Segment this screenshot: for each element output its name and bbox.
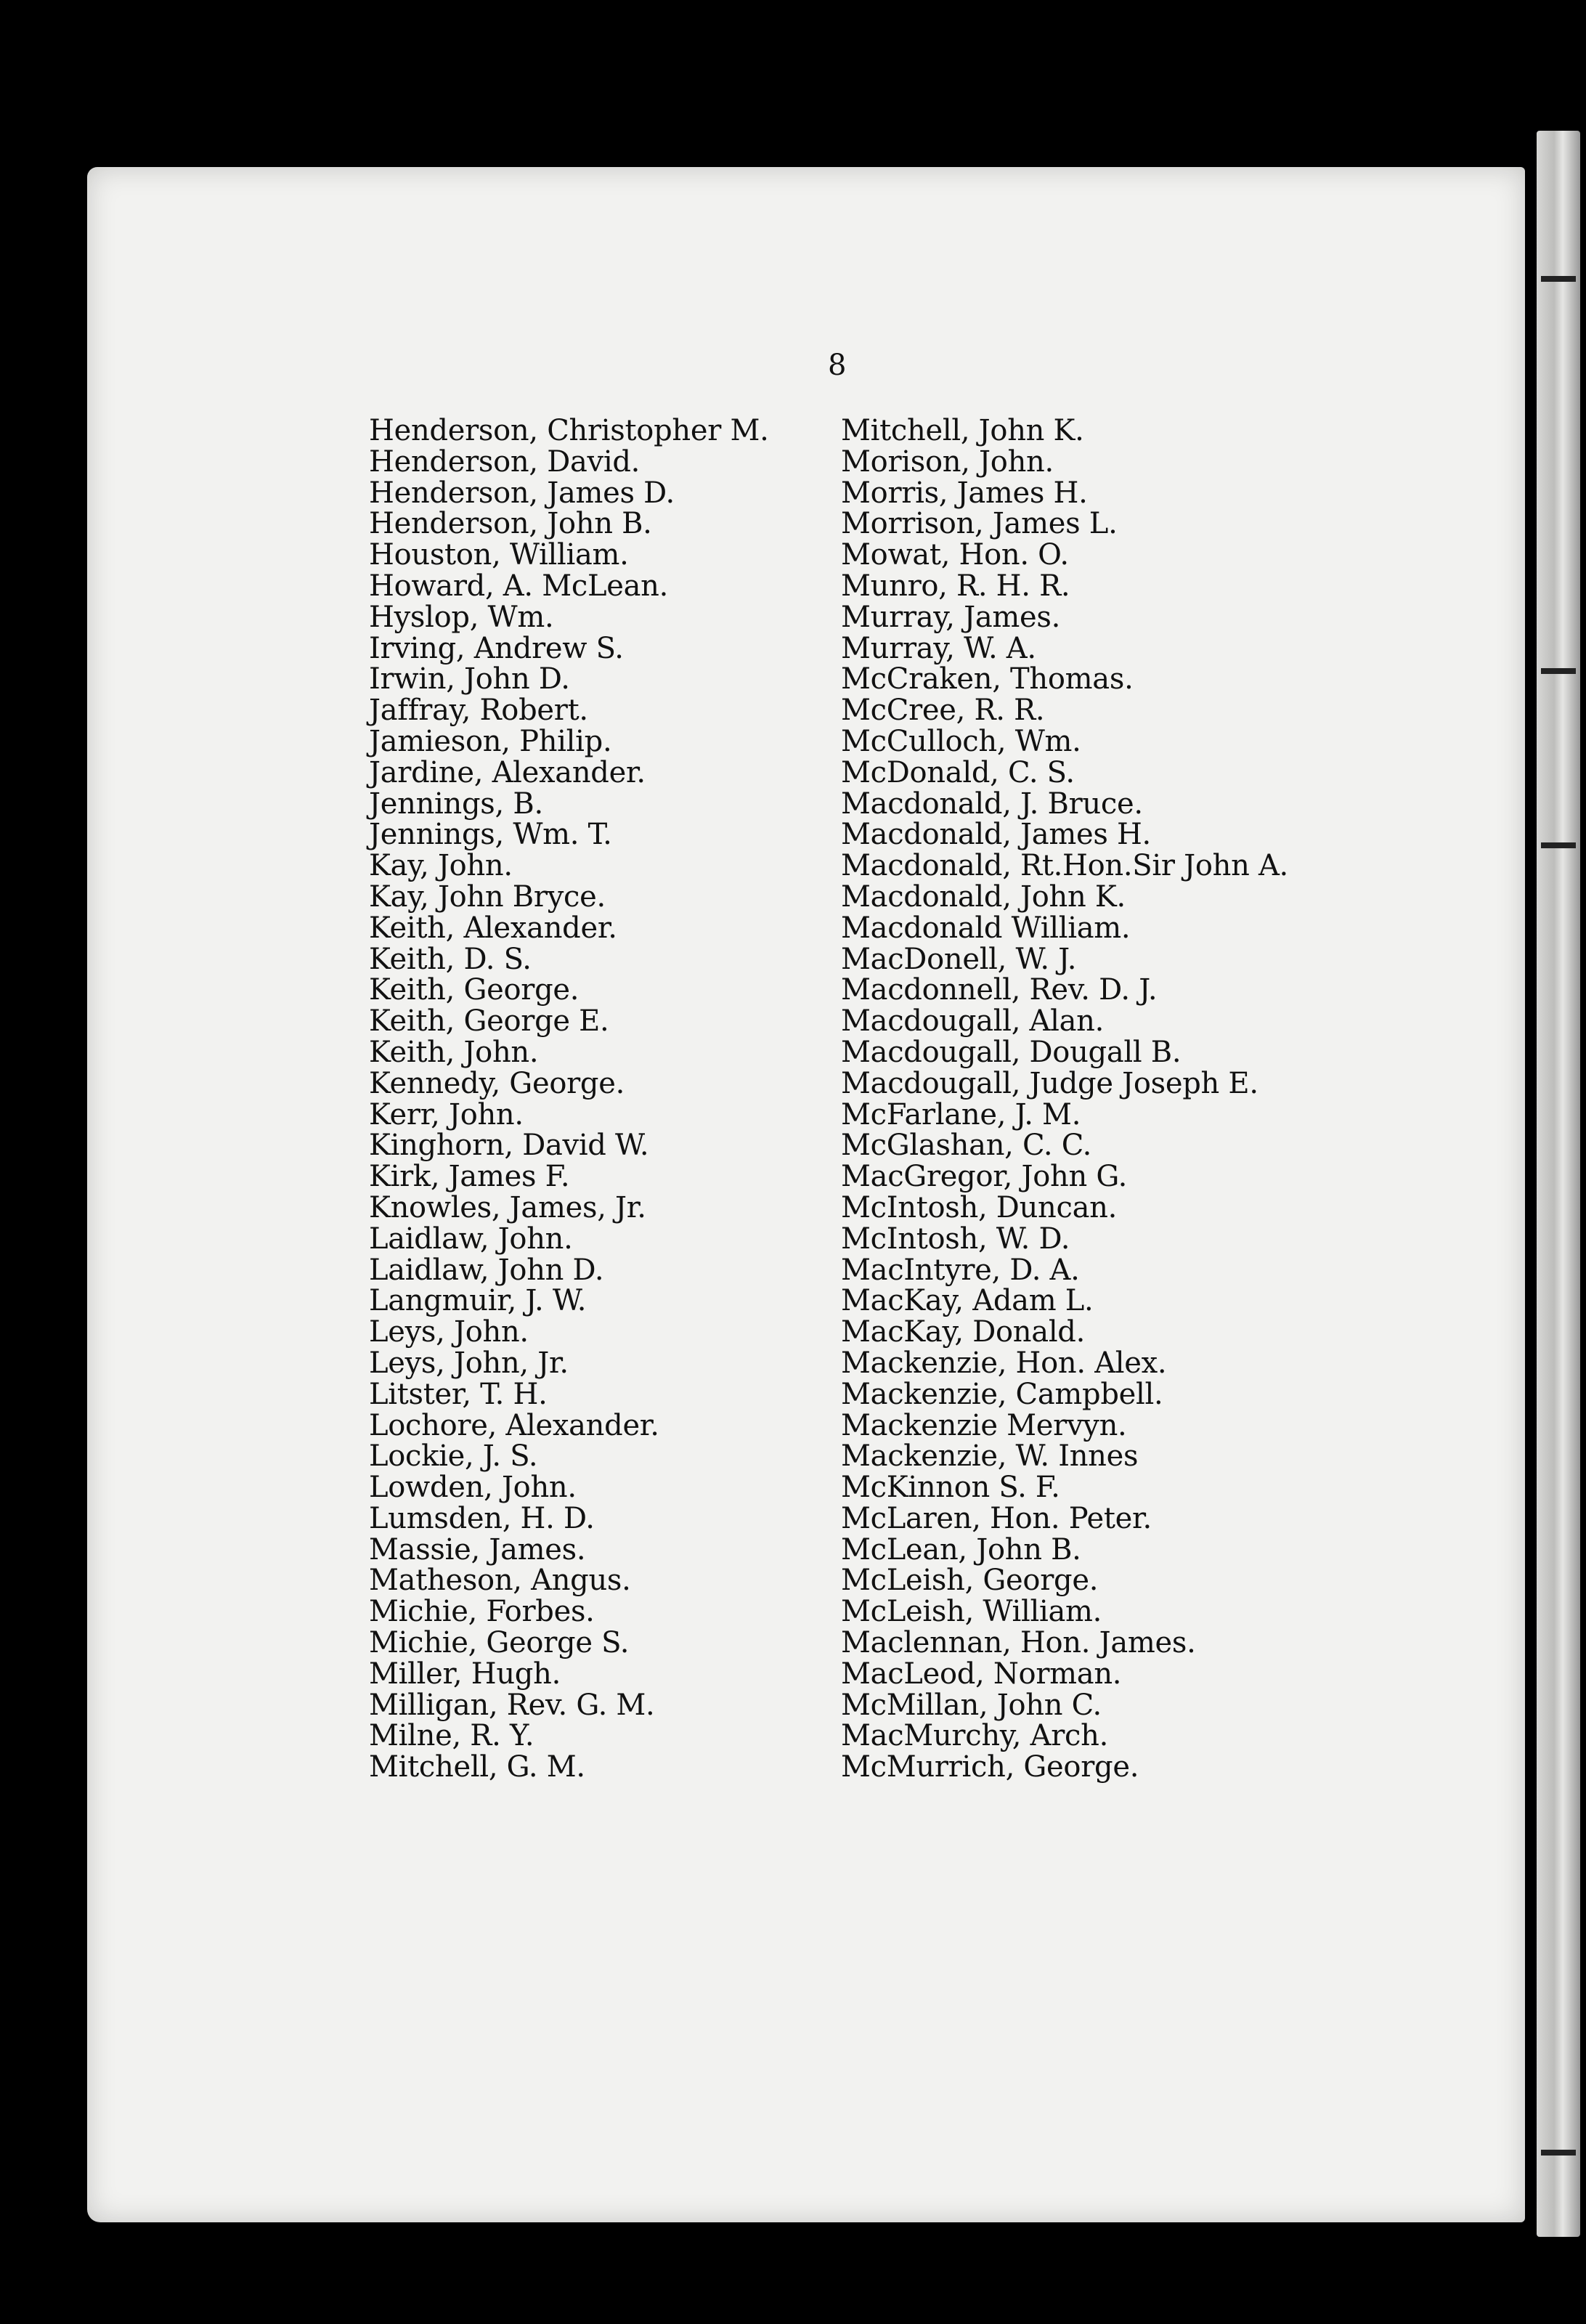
- name-entry: Keith, John.: [369, 1035, 539, 1069]
- name-entry: McIntosh, W. D.: [841, 1222, 1070, 1256]
- name-entry: Mackenzie Mervyn.: [841, 1408, 1127, 1442]
- name-entry: McMurrich, George.: [841, 1750, 1139, 1784]
- name-entry: Morison, John.: [841, 444, 1054, 479]
- name-entry: McLean, John B.: [841, 1532, 1081, 1567]
- name-entry: Lochore, Alexander.: [369, 1408, 659, 1442]
- name-entry: Hyslop, Wm.: [369, 600, 554, 634]
- name-entry: Houston, William.: [369, 538, 629, 572]
- name-entry: Keith, George.: [369, 973, 580, 1007]
- name-entry: Mackenzie, Campbell.: [841, 1377, 1163, 1411]
- name-entry: McCulloch, Wm.: [841, 724, 1081, 758]
- name-entry: Murray, W. A.: [841, 631, 1036, 665]
- name-entry: Mitchell, G. M.: [369, 1750, 585, 1784]
- name-entry: Jamieson, Philip.: [369, 724, 612, 758]
- name-entry: Macdonald, James H.: [841, 818, 1151, 852]
- name-entry: Henderson, John B.: [369, 507, 652, 541]
- name-entry: Macdonald, Rt.Hon.Sir John A.: [841, 849, 1288, 883]
- name-entry: McCree, R. R.: [841, 694, 1045, 728]
- right-name-column: [841, 415, 1288, 1783]
- name-entry: MacLeod, Norman.: [841, 1657, 1122, 1691]
- name-entry: Mowat, Hon. O.: [841, 538, 1069, 572]
- name-entry: MacKay, Adam L.: [841, 1284, 1094, 1318]
- name-entry: McLeish, William.: [841, 1595, 1102, 1629]
- name-entry: Mackenzie, Hon. Alex.: [841, 1346, 1167, 1380]
- name-entry: McDonald, C. S.: [841, 755, 1075, 789]
- name-entry: Macdonald, J. Bruce.: [841, 787, 1143, 821]
- name-entry: Jardine, Alexander.: [369, 755, 646, 789]
- name-entry: MacDonell, W. J.: [841, 942, 1077, 976]
- name-entry: Irving, Andrew S.: [369, 631, 624, 665]
- name-entry: Michie, Forbes.: [369, 1595, 595, 1629]
- name-entry: Knowles, James, Jr.: [369, 1190, 646, 1224]
- name-entry: Henderson, Christopher M.: [369, 414, 769, 447]
- edge-mark: [1541, 2150, 1576, 2156]
- name-entry: MacIntyre, D. A.: [841, 1253, 1080, 1287]
- name-entry: Keith, Alexander.: [369, 911, 617, 945]
- name-entry: Keith, D. S.: [369, 942, 532, 976]
- name-entry: Kinghorn, David W.: [369, 1129, 649, 1163]
- name-entry: Leys, John, Jr.: [369, 1346, 569, 1380]
- page-number: 8: [828, 349, 847, 382]
- name-entry: Massie, James.: [369, 1532, 586, 1567]
- name-entry: Lumsden, H. D.: [369, 1501, 595, 1535]
- name-entry: McFarlane, J. M.: [841, 1097, 1081, 1131]
- name-entry: McKinnon S. F.: [841, 1471, 1060, 1505]
- edge-mark: [1541, 668, 1576, 674]
- name-entry: Kay, John Bryce.: [369, 879, 606, 914]
- name-entry: Milne, R. Y.: [369, 1719, 534, 1753]
- name-entry: Laidlaw, John D.: [369, 1253, 604, 1287]
- document-page: [87, 167, 1525, 2222]
- name-entry: MacKay, Donald.: [841, 1315, 1086, 1349]
- edge-mark: [1541, 276, 1576, 282]
- name-entry: Matheson, Angus.: [369, 1564, 631, 1598]
- name-entry: Maclennan, Hon. James.: [841, 1626, 1196, 1660]
- name-entry: Litster, T. H.: [369, 1377, 548, 1411]
- name-entry: Langmuir, J. W.: [369, 1284, 587, 1318]
- name-entry: Jennings, B.: [369, 787, 543, 821]
- name-entry: Leys, John.: [369, 1315, 529, 1349]
- adjacent-page-edge: [1537, 131, 1580, 2237]
- name-entry: Jennings, Wm. T.: [369, 818, 612, 852]
- name-entry: Irwin, John D.: [369, 662, 570, 696]
- name-entry: Howard, A. McLean.: [369, 569, 669, 603]
- name-entry: Macdonald, John K.: [841, 879, 1126, 914]
- name-entry: Macdonald William.: [841, 911, 1131, 945]
- name-entry: MacMurchy, Arch.: [841, 1719, 1109, 1753]
- name-entry: Morrison, James L.: [841, 507, 1118, 541]
- name-entry: Henderson, David.: [369, 444, 640, 479]
- name-entry: MacGregor, John G.: [841, 1160, 1127, 1194]
- name-entry: Henderson, James D.: [369, 476, 675, 510]
- name-entry: McLeish, George.: [841, 1564, 1099, 1598]
- name-entry: Kerr, John.: [369, 1097, 524, 1131]
- name-entry: Milligan, Rev. G. M.: [369, 1688, 655, 1722]
- name-entry: Morris, James H.: [841, 476, 1088, 510]
- left-name-column: [369, 415, 769, 1783]
- name-entry: Macdougall, Dougall B.: [841, 1035, 1182, 1069]
- name-entry: Macdougall, Judge Joseph E.: [841, 1066, 1258, 1100]
- name-entry: Macdougall, Alan.: [841, 1004, 1105, 1039]
- name-entry: McIntosh, Duncan.: [841, 1190, 1118, 1224]
- name-entry: Miller, Hugh.: [369, 1657, 561, 1691]
- name-entry: Mitchell, John K.: [841, 414, 1084, 447]
- name-entry: McGlashan, C. C.: [841, 1129, 1091, 1163]
- name-entry: Mackenzie, W. Innes: [841, 1439, 1139, 1474]
- name-entry: Keith, George E.: [369, 1004, 609, 1039]
- name-entry: McLaren, Hon. Peter.: [841, 1501, 1152, 1535]
- name-entry: Lowden, John.: [369, 1471, 577, 1505]
- edge-mark: [1541, 842, 1576, 848]
- name-entry: Kirk, James F.: [369, 1160, 570, 1194]
- name-entry: Macdonnell, Rev. D. J.: [841, 973, 1158, 1007]
- name-entry: Jaffray, Robert.: [369, 694, 588, 728]
- name-entry: Kay, John.: [369, 849, 513, 883]
- name-entry: Lockie, J. S.: [369, 1439, 538, 1474]
- name-entry: Munro, R. H. R.: [841, 569, 1070, 603]
- name-entry: McCraken, Thomas.: [841, 662, 1134, 696]
- name-entry: McMillan, John C.: [841, 1688, 1102, 1722]
- name-entry: Murray, James.: [841, 600, 1061, 634]
- name-entry: Michie, George S.: [369, 1626, 630, 1660]
- name-entry: Kennedy, George.: [369, 1066, 625, 1100]
- name-entry: Laidlaw, John.: [369, 1222, 573, 1256]
